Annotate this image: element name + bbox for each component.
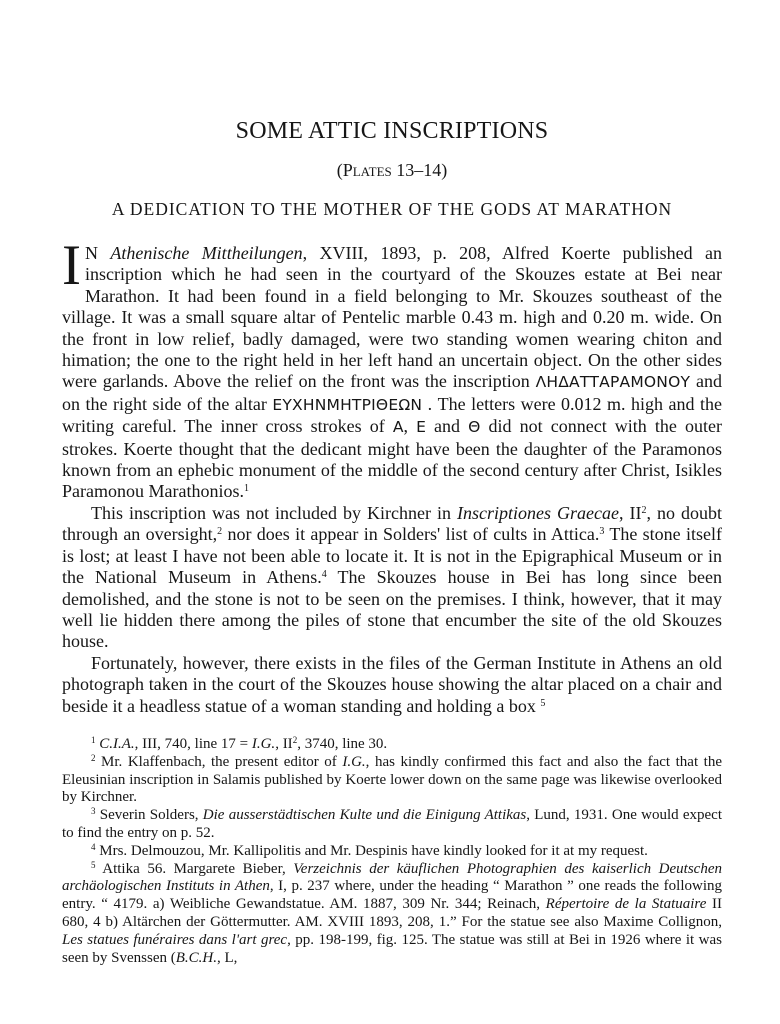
fn1-text-c: , 3740, line 30. <box>297 736 388 752</box>
footnote-mark-3: 3 <box>91 806 96 817</box>
p1-text-f: and <box>425 416 469 437</box>
footnotes <box>62 736 722 967</box>
footnote-ref-3[interactable]: 3 <box>599 526 605 538</box>
fn2-text-a: Mr. Klaffenbach, the present editor of <box>95 753 343 770</box>
paragraph-3 <box>62 653 722 717</box>
fn3-text-a: Severin Solders, <box>95 807 203 824</box>
p1-text-g: did not connect with the outer strokes. Koerte thought that the dedicant might have been the daughter of the Paramonos known from an ephebic monument of the middle of the second century after Christ, Isikles Paramonou Marathonios. <box>62 416 723 502</box>
fn5-text-c: II 680, 4 b) Altärchen der Göttermutter. AM. XVIII 1893, 208, 1.” For the statue see also Maxime Collignon, <box>62 896 722 930</box>
plates-range: 13–14) <box>391 160 448 180</box>
letter-alpha: A <box>392 418 404 437</box>
fn4-text: Mrs. Delmouzou, Mr. Kallipolitis and Mr. Despinis have kindly looked for it at my request. <box>95 842 648 859</box>
fn1-text-b: , II <box>275 736 293 752</box>
journal-title: Athenische Mittheilungen <box>110 243 303 263</box>
footnote-ref-2[interactable]: 2 <box>217 526 223 538</box>
fn5-collignon-title: Les statues funéraires dans l'art grec <box>62 931 288 948</box>
p1-text-c: and on the right side of the altar <box>62 371 722 414</box>
footnote-2 <box>62 754 722 807</box>
p2-text-c: , no doubt through an oversight, <box>62 502 722 545</box>
plates-reference <box>62 160 722 181</box>
section-heading: A DEDICATION TO THE MOTHER OF THE GODS AT MARATHON <box>111 199 673 219</box>
edition-superscript: 2 <box>641 504 647 516</box>
footnote-ref-1[interactable]: 1 <box>243 483 249 495</box>
p1-text-d: . The letters were 0.012 m. high and the writing careful. The inner cross strokes of <box>62 393 722 437</box>
footnote-5 <box>62 861 722 968</box>
footnote-1 <box>62 736 722 754</box>
plates-label: Plates <box>342 160 392 180</box>
letter-theta: Θ <box>468 418 481 437</box>
body-text <box>62 234 723 717</box>
p1-text-a: N <box>84 243 111 263</box>
fn5-text-b: , I, p. 237 where, under the heading “ Marathon ” one reads the following entry. “ 4179. a) Weibliche Gewandstatue. AM. 1887, 309 Nr. 344; Reinach, <box>62 878 722 913</box>
greek-inscription-front: ΛΗΔΑΤΤΑΡΑΜΟΝΟΥ <box>535 373 691 392</box>
fn3-text-b: , Lund, 1931. One would expect to find the entry on p. 52. <box>62 807 723 841</box>
paragraph-1 <box>62 234 723 503</box>
drop-cap: I <box>62 234 81 297</box>
footnote-mark-1: 1 <box>91 735 96 745</box>
p1-text-b: , XVIII, 1893, p. 208, Alfred Koerte published an inscription which he had seen in the courtyard of the Skouzes estate at Bei near Marathon. It had been found in a field belonging to Mr. Skouzes southeast of the village. It was a small square altar of Pentelic marble 0.43 m. high and 0.20 m. wide. On the front in low relief, badly damaged, were two standing women wearing chiton and himation; the one to the right held in her left hand an uncertain object. On the other sides were garlands. Above the relief on the front was the inscription <box>62 243 722 392</box>
fn1-superscript: 2 <box>292 735 298 745</box>
article-title: SOME ATTIC INSCRIPTIONS <box>235 118 549 144</box>
footnote-3 <box>62 807 722 843</box>
p1-text-e: , <box>403 416 417 437</box>
p2-text-f: The Skouzes house in Bei has long since been demolished, and the stone is not to be seen on the premises. I think, however, that it may well lie hidden there among the piles of stone that encumber the site of the old Skouzes house. <box>62 567 722 652</box>
fn5-bch: B.C.H. <box>175 949 217 966</box>
fn2-text-b: , has kindly confirmed this fact and also the fact that the Eleusinian inscription in Salamis published by Koerte lower down on the same page was likewise overlooked by Kirchner. <box>62 753 723 806</box>
fn5-text-d: , pp. 198-199, fig. 125. The statue was still at Bei in 1926 where it was seen by Svenssen ( <box>62 931 722 966</box>
p3-text-a: Fortunately, however, there exists in the files of the German Institute in Athens an old photograph taken in the court of the Skouzes house showing the altar placed on a chair and beside it a headless statue of a woman standing and holding a box <box>62 652 722 716</box>
footnote-mark-4: 4 <box>91 841 96 852</box>
fn1-ig: I.G. <box>251 736 276 752</box>
p2-text-b: , II <box>618 502 642 523</box>
p2-text-d: nor does it appear in Solders' list of cults in Attica. <box>222 524 600 545</box>
fn5-repertoire: Répertoire de la Statuaire <box>545 896 707 913</box>
fn5-text-e: , L, <box>216 949 238 966</box>
footnote-4 <box>62 843 722 861</box>
fn3-book-title: Die ausserstädtischen Kulte und die Einigung Attikas <box>202 807 527 824</box>
footnote-mark-2: 2 <box>91 752 96 763</box>
p2-text-a: This inscription was not included by Kirchner in <box>91 502 457 523</box>
fn1-cia: C.I.A. <box>99 736 135 752</box>
footnote-ref-4[interactable]: 4 <box>321 569 327 581</box>
greek-inscription-side: ΕΥΧΗΝΜΗΤΡΙΘΕΩΝ <box>272 395 423 414</box>
fn2-ig: I.G. <box>342 753 366 770</box>
fn1-text-a: , III, 740, line 17 = <box>134 736 252 752</box>
p2-text-e: The stone itself is lost; at least I have not been able to locate it. It is not in the Epigraphical Museum or in the National Museum in Athens. <box>62 524 722 588</box>
footnote-mark-5: 5 <box>91 859 96 870</box>
corpus-title: Inscriptiones Graecae <box>457 502 619 523</box>
plates-open: ( <box>336 160 343 180</box>
letter-epsilon: E <box>416 418 426 437</box>
paragraph-2 <box>62 503 722 653</box>
footnote-ref-5[interactable]: 5 <box>540 697 546 709</box>
fn5-text-a: Attika 56. Margarete Bieber, <box>95 860 294 877</box>
fn5-catalogue-title: Verzeichnis der käuflichen Photographien des kaiserlich Deutschen archäologischen Instituts in Athen <box>62 860 722 895</box>
